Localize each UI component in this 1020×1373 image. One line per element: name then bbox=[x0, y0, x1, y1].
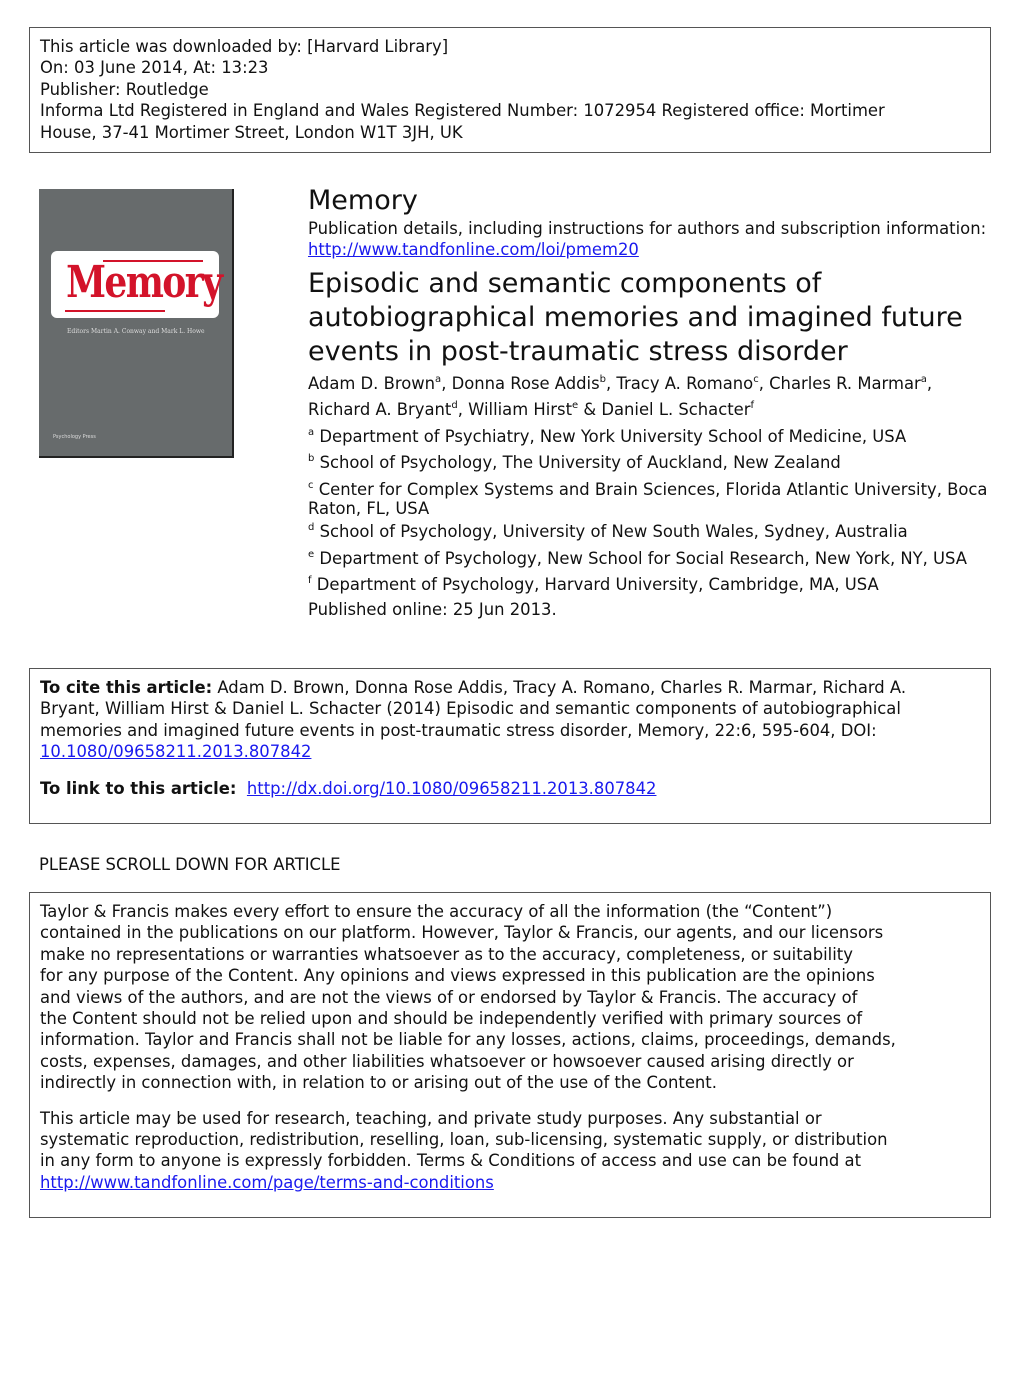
header-line: Publisher: Routledge bbox=[40, 79, 209, 99]
author-sup: c bbox=[753, 373, 759, 385]
disclaimer-paragraph bbox=[40, 901, 990, 1094]
title-line: events in post-traumatic stress disorder bbox=[308, 335, 848, 367]
affiliation-text: School of Psychology, The University of Auckland, New Zealand bbox=[319, 453, 841, 473]
affiliation-list bbox=[308, 424, 987, 599]
citation-box bbox=[29, 668, 991, 824]
disclaimer-line: contained in the publications on our platform. However, Taylor & Francis, our agents, and our licensors bbox=[40, 923, 884, 943]
citation-text: Bryant, William Hirst & Daniel L. Schacter (2014) Episodic and semantic components of autobiographical bbox=[40, 699, 901, 719]
affiliation-text: Department of Psychology, New School for Social Research, New York, NY, USA bbox=[319, 548, 967, 568]
author-name: Donna Rose Addis bbox=[451, 373, 600, 393]
affiliation-sup: c bbox=[308, 479, 314, 491]
affiliation bbox=[308, 572, 987, 599]
published-online: Published online: 25 Jun 2013. bbox=[308, 599, 557, 619]
affiliation bbox=[308, 450, 987, 477]
affiliation-text: Department of Psychiatry, New York University School of Medicine, USA bbox=[319, 426, 907, 446]
author-sup: a bbox=[920, 373, 927, 385]
scroll-notice: PLEASE SCROLL DOWN FOR ARTICLE bbox=[39, 855, 341, 874]
download-info-box bbox=[29, 27, 991, 153]
author-list bbox=[308, 371, 948, 424]
author-name: Daniel L. Schacter bbox=[601, 400, 751, 420]
affiliation-sup: d bbox=[308, 522, 315, 534]
author-name: Richard A. Bryant bbox=[308, 400, 452, 420]
author-separator: , bbox=[606, 373, 617, 393]
disclaimer-line: Taylor & Francis makes every effort to ensure the accuracy of all the information (the “Content”) bbox=[40, 902, 833, 921]
affiliation-sup: b bbox=[308, 453, 315, 465]
article-title bbox=[308, 267, 987, 369]
author-name: Charles R. Marmar bbox=[769, 373, 921, 393]
journal-cover-image bbox=[39, 189, 234, 458]
doi-link[interactable]: 10.1080/09658211.2013.807842 bbox=[40, 742, 312, 762]
author-sup: b bbox=[599, 373, 606, 385]
author-sup: e bbox=[572, 400, 579, 412]
author-name: Adam D. Brown bbox=[308, 373, 436, 393]
disclaimer-box bbox=[29, 892, 991, 1218]
terms-link[interactable]: http://www.tandfonline.com/page/terms-and-conditions bbox=[40, 1172, 494, 1192]
disclaimer-line: make no representations or warranties whatsoever as to the accuracy, completeness, or suitability bbox=[40, 944, 853, 964]
author-name: William Hirst bbox=[468, 400, 572, 420]
disclaimer-line: indirectly in connection with, in relation to or arising out of the use of the Content. bbox=[40, 1073, 717, 1093]
author-sup: d bbox=[451, 400, 458, 412]
link-label: To link to this article: bbox=[40, 778, 237, 798]
header-line: House, 37-41 Mortimer Street, London W1T 3JH, UK bbox=[40, 122, 463, 142]
cover-editors: Editors Martin A. Conway and Mark L. Howe bbox=[67, 328, 205, 335]
citation-text: memories and imagined future events in post-traumatic stress disorder, Memory, 22:6, 595-604, DOI: bbox=[40, 720, 877, 740]
usage-paragraph bbox=[40, 1108, 990, 1172]
author-separator: , bbox=[441, 373, 452, 393]
affiliation bbox=[308, 519, 987, 546]
disclaimer-line: in any form to anyone is expressly forbidden. Terms & Conditions of access and use can be found at bbox=[40, 1151, 861, 1171]
disclaimer-line: information. Taylor and Francis shall not be liable for any losses, actions, claims, proceedings, demands, bbox=[40, 1030, 896, 1050]
cover-publisher: Psychology Press bbox=[53, 434, 96, 440]
disclaimer-line: costs, expenses, damages, and other liabilities whatsoever or howsoever caused arising directly or bbox=[40, 1051, 854, 1071]
affiliation bbox=[308, 546, 987, 573]
disclaimer-line: systematic reproduction, redistribution, reselling, loan, sub-licensing, systematic supply, or distribution bbox=[40, 1130, 888, 1150]
affiliation-text: Center for Complex Systems and Brain Sciences, Florida Atlantic University, Boca bbox=[318, 479, 988, 499]
disclaimer-line: the Content should not be relied upon and should be independently verified with primary sources of bbox=[40, 1009, 863, 1029]
author-separator: & bbox=[578, 400, 602, 420]
author-sup: a bbox=[435, 373, 442, 385]
disclaimer-line: and views of the authors, and are not the views of or endorsed by Taylor & Francis. The accuracy of bbox=[40, 987, 858, 1007]
affiliation-text: School of Psychology, University of New South Wales, Sydney, Australia bbox=[319, 522, 908, 542]
disclaimer-line: for any purpose of the Content. Any opinions and views expressed in this publication are the opinions bbox=[40, 966, 875, 986]
author-name: Tracy A. Romano bbox=[616, 373, 754, 393]
author-sup: f bbox=[750, 400, 755, 412]
affiliation-text: Department of Psychology, Harvard University, Cambridge, MA, USA bbox=[316, 575, 879, 595]
cite-label: To cite this article: bbox=[40, 678, 213, 697]
author-separator: , bbox=[758, 373, 770, 393]
title-line: autobiographical memories and imagined future bbox=[308, 301, 963, 333]
article-link[interactable]: http://dx.doi.org/10.1080/09658211.2013.807842 bbox=[246, 778, 657, 798]
citation-text: Adam D. Brown, Donna Rose Addis, Tracy A. Romano, Charles R. Marmar, Richard A. bbox=[212, 678, 907, 697]
article-info bbox=[308, 184, 987, 620]
publication-details: Publication details, including instructions for authors and subscription information: bbox=[308, 219, 987, 238]
affiliation bbox=[308, 424, 987, 451]
affiliation-text: Raton, FL, USA bbox=[308, 499, 430, 519]
cover-title: Memory bbox=[66, 257, 222, 308]
disclaimer-line: This article may be used for research, teaching, and private study purposes. Any substantial or bbox=[40, 1108, 822, 1128]
journal-name: Memory bbox=[308, 185, 418, 216]
author-separator: , bbox=[457, 400, 469, 420]
title-line: Episodic and semantic components of bbox=[308, 267, 822, 299]
affiliation-sup: f bbox=[308, 575, 312, 587]
author-separator: , bbox=[926, 373, 933, 393]
header-line: This article was downloaded by: [Harvard Library] bbox=[40, 37, 449, 56]
header-line: On: 03 June 2014, At: 13:23 bbox=[40, 58, 269, 78]
header-line: Informa Ltd Registered in England and Wales Registered Number: 1072954 Registered office: Mortimer bbox=[40, 101, 885, 121]
journal-url-link[interactable]: http://www.tandfonline.com/loi/pmem20 bbox=[308, 240, 639, 260]
affiliation-sup: a bbox=[308, 426, 315, 438]
affiliation-sup: e bbox=[308, 548, 315, 560]
